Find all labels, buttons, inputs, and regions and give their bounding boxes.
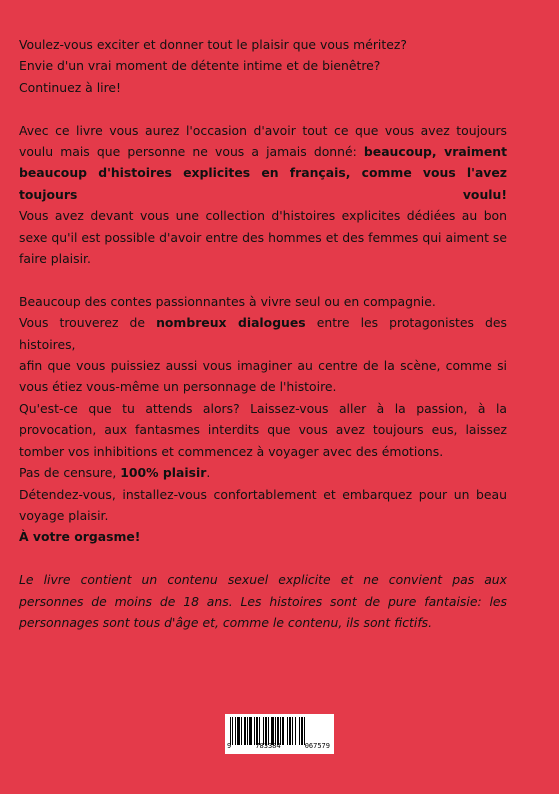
content-line-2-bold: nombreux dialogues [156,315,306,331]
description-line-3-bold: beaucoup d'histoires explicites en français, comme vous l'avez toujours voulu! [19,165,507,202]
disclaimer-paragraph [19,569,507,633]
description-line-2 [19,141,507,162]
content-line-8-post: . [206,465,211,481]
content-line-2-post: entre les protagonistes des histoires, [19,315,507,352]
barcode-bars [229,717,330,745]
disclaimer-line-2: personnes de moins de 18 ans. Les histoires sont de pure fantaisie: les [19,593,507,609]
content-line-2-pre: Vous trouverez de [19,315,157,331]
intro-line-1: Voulez-vous exciter et donner tout le plaisir que vous méritez? [19,37,407,52]
barcode-bar [237,717,240,745]
barcode-bar [232,717,233,745]
barcode-bar [259,717,260,745]
disclaimer-line-3: personnages sont tous d'âge et, comme le contenu, ils sont fictifs. [19,614,433,630]
barcode-bar [295,717,296,745]
content-line-2 [19,312,507,355]
barcode-bar [244,717,246,745]
description-line-6: faire plaisir. [19,251,91,267]
description-line-5: sexe qu'il est possible d'avoir entre des hommes et des femmes qui aiment se [19,229,507,245]
barcode-bar [275,717,276,745]
description-line-2-text: voulu mais que personne ne vous a jamais donné: [19,144,364,160]
barcode-bar [268,717,269,745]
intro-line-3: Continuez à lire! [19,79,121,95]
content-line-7: tomber vos inhibitions et commencez à voyager avec des émotions. [19,443,444,459]
barcode-bar [241,717,242,745]
barcode-bar [282,717,284,745]
closing-exclamation: À votre orgasme! [19,529,141,545]
back-cover-text [19,34,507,655]
barcode-bar [287,717,288,745]
barcode-bar [263,717,264,745]
description-line-2-bold: beaucoup, vraiment [363,144,507,160]
content-line-5: Qu'est-ce que tu attends alors? Laissez-vous aller à la passion, à la [19,400,507,416]
book-description-paragraph [19,120,507,270]
barcode-bar [301,717,303,745]
description-line-1: Avec ce livre vous aurez l'occasion d'avoir tout ce que vous avez toujours [19,122,507,138]
content-line-6: provocation, aux fantasmes interdits que vous avez toujours eus, laissez [19,422,507,438]
barcode-digit-first: 9 [227,742,232,750]
content-line-9: Détendez-vous, installez-vous confortablement et embarquez pour un beau [19,486,507,502]
content-line-8-bold: 100% plaisir [120,465,207,481]
barcode-bar [230,717,231,745]
content-line-8-pre: Pas de censure, [19,465,121,481]
barcode-bar [292,717,293,745]
barcode-group-left: 783384 [255,742,281,750]
content-line-1: Beaucoup des contes passionnantes à vivre seul ou en compagnie. [19,293,436,309]
barcode-bar [256,717,258,745]
content-line-3: afin que vous puissiez aussi vous imaginer au centre de la scène, comme si [19,358,507,374]
content-line-10: voyage plaisir. [19,507,109,523]
barcode-bar [247,717,248,745]
barcode-bar [235,717,236,745]
isbn-barcode [225,714,334,754]
barcode-bar [277,717,279,745]
barcode-bar [304,717,305,745]
barcode-bar [299,717,300,745]
content-line-11 [19,526,507,547]
barcode-bar [254,717,255,745]
barcode-bar [265,717,267,745]
intro-line-2: Envie d'un vrai moment de détente intime et de bienêtre? [19,58,381,74]
content-line-8 [19,462,507,483]
barcode-bar [289,717,291,745]
disclaimer-line-1: Le livre contient un contenu sexuel explicite et ne convient pas aux [19,572,507,588]
barcode-bar [249,717,252,745]
content-paragraph [19,291,507,548]
intro-paragraph [19,34,507,98]
barcode-bar [271,717,274,745]
description-line-3 [19,162,507,205]
barcode-group-right: 067579 [304,742,330,750]
content-line-4: vous étiez vous-même un personnage de l'histoire. [19,379,337,395]
description-line-4: Vous avez devant vous une collection d'histoires explicites dédiées au bon [19,208,507,224]
barcode-bar [280,717,281,745]
